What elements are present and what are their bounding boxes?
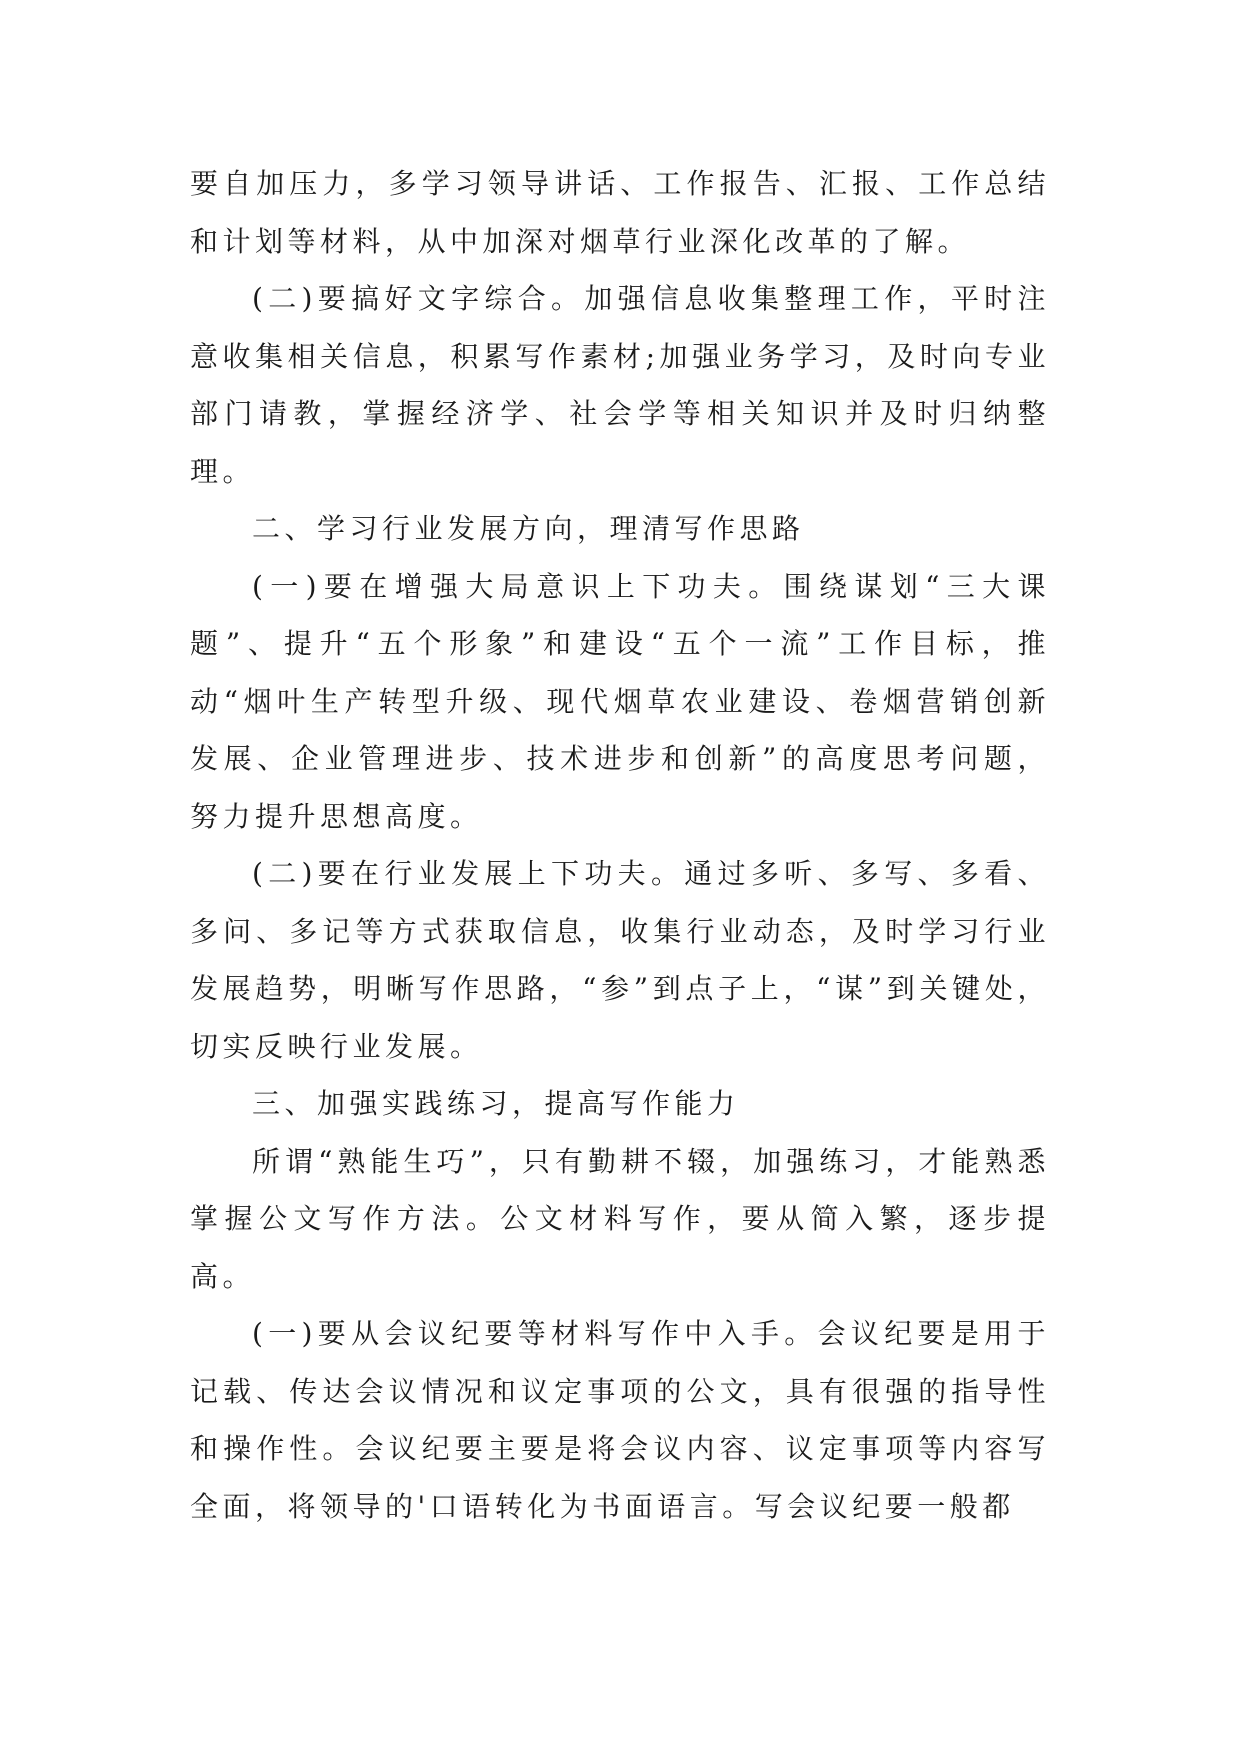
paragraph-continuation: 要自加压力，多学习领导讲话、工作报告、汇报、工作总结和计划等材料，从中加深对烟草行业深化改革的了解。 bbox=[190, 167, 1050, 258]
section-heading-2: 二、学习行业发展方向，理清写作思路 bbox=[252, 512, 805, 545]
paragraph-industry-development: (二)要在行业发展上下功夫。通过多听、多写、多看、多问、多记等方式获取信息，收集行业动态，及时学习行业发展趋势，明晰写作思路，“参”到点子上，“谋”到关键处，切实反映行业发展。 bbox=[190, 857, 1050, 1063]
paragraph-practice-makes-perfect: 所谓“熟能生巧”，只有勤耕不辍，加强练习，才能熟悉掌握公文写作方法。公文材料写作，要从简入繁，逐步提高。 bbox=[190, 1144, 1050, 1293]
paragraph-text-synthesis: (二)要搞好文字综合。加强信息收集整理工作，平时注意收集相关信息，积累写作素材;加强业务学习，及时向专业部门请教，掌握经济学、社会学等相关知识并及时归纳整理。 bbox=[190, 282, 1050, 488]
paragraph-meeting-minutes: (一)要从会议纪要等材料写作中入手。会议纪要是用于记载、传达会议情况和议定事项的公文，具有很强的指导性和操作性。会议纪要主要是将会议内容、议定事项等内容写全面，将领导的'口语转化为书面语言。写会议纪要一般都 bbox=[190, 1317, 1050, 1523]
section-heading-3: 三、加强实践练习，提高写作能力 bbox=[252, 1087, 740, 1120]
paragraph-overall-awareness: (一)要在增强大局意识上下功夫。围绕谋划“三大课题”、提升“五个形象”和建设“五个一流”工作目标，推动“烟叶生产转型升级、现代烟草农业建设、卷烟营销创新发展、企业管理进步、技术进步和创新”的高度思考问题，努力提升思想高度。 bbox=[190, 569, 1050, 833]
document-body bbox=[190, 155, 1050, 1535]
